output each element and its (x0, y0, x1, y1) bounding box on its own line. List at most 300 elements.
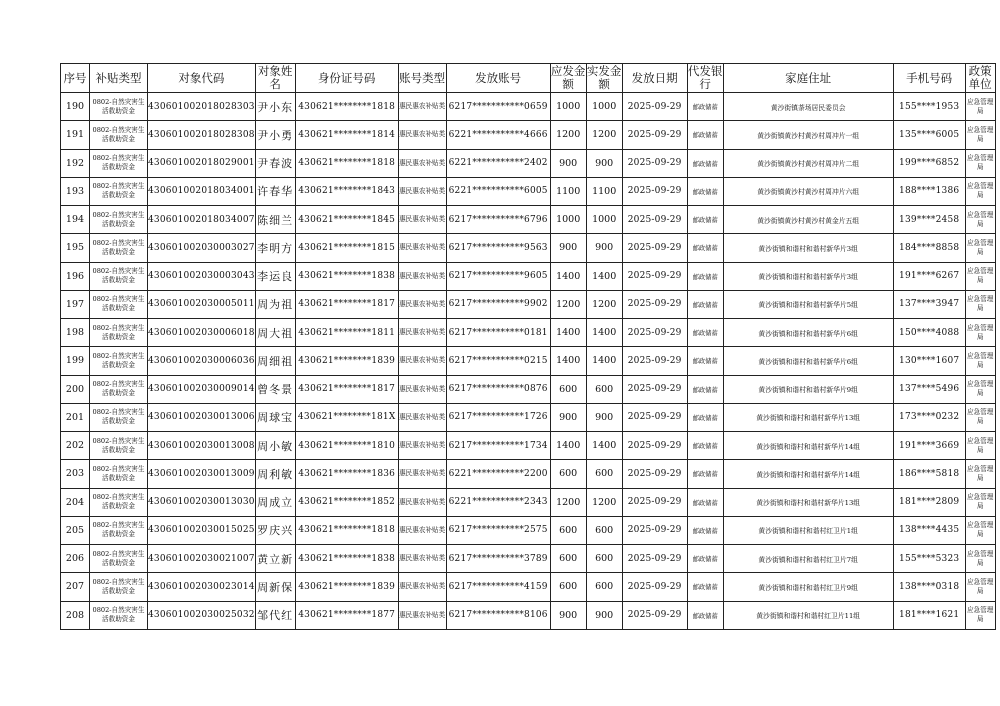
table-row (61, 234, 996, 262)
account-type-cell: 惠民惠农补贴类 (398, 93, 446, 121)
subsidy-type-cell: 0802-自然灾害生活救助资金 (90, 149, 148, 177)
seq-cell: 199 (61, 347, 90, 375)
subsidy-table (60, 63, 996, 630)
header-cell: 序号 (61, 64, 90, 93)
policy-unit-cell: 应急管理局 (965, 234, 995, 262)
phone-cell: 139****2458 (893, 206, 965, 234)
address-cell: 黄沙街镇和谐村和谐村新华片6组 (723, 319, 893, 347)
table-row (61, 573, 996, 601)
header-cell: 补贴类型 (90, 64, 148, 93)
object-name-cell: 邹代红 (255, 601, 295, 629)
account-number-cell: 6217***********0181 (446, 319, 550, 347)
amount-paid-cell: 1100 (586, 177, 622, 205)
phone-cell: 155****1953 (893, 93, 965, 121)
seq-cell: 192 (61, 149, 90, 177)
object-code-cell: 430601002030013009 (148, 460, 256, 488)
account-type-cell: 惠民惠农补贴类 (398, 234, 446, 262)
address-cell: 黄沙街镇和谐村和谐村新华片3组 (723, 262, 893, 290)
table-row (61, 319, 996, 347)
object-name-cell: 陈细兰 (255, 206, 295, 234)
account-number-cell: 6221***********6005 (446, 177, 550, 205)
seq-cell: 205 (61, 516, 90, 544)
amount-due-cell: 900 (550, 601, 586, 629)
subsidy-type-cell: 0802-自然灾害生活救助资金 (90, 206, 148, 234)
id-number-cell: 430621********1845 (295, 206, 398, 234)
object-name-cell: 周细祖 (255, 347, 295, 375)
phone-cell: 173****0232 (893, 403, 965, 431)
header-cell: 对象姓名 (255, 64, 295, 93)
subsidy-type-cell: 0802-自然灾害生活救助资金 (90, 177, 148, 205)
pay-date-cell: 2025-09-29 (622, 234, 687, 262)
amount-paid-cell: 1400 (586, 319, 622, 347)
address-cell: 黄沙街镇和谐村和谐村新华片6组 (723, 347, 893, 375)
account-type-cell: 惠民惠农补贴类 (398, 516, 446, 544)
address-cell: 黄沙街镇黄沙村黄沙村周冲片一组 (723, 121, 893, 149)
account-type-cell: 惠民惠农补贴类 (398, 545, 446, 573)
subsidy-type-cell: 0802-自然灾害生活救助资金 (90, 262, 148, 290)
seq-cell: 198 (61, 319, 90, 347)
amount-paid-cell: 600 (586, 516, 622, 544)
amount-paid-cell: 1400 (586, 347, 622, 375)
phone-cell: 155****5323 (893, 545, 965, 573)
subsidy-type-cell: 0802-自然灾害生活救助资金 (90, 516, 148, 544)
table-row (61, 460, 996, 488)
policy-unit-cell: 应急管理局 (965, 347, 995, 375)
policy-unit-cell: 应急管理局 (965, 262, 995, 290)
object-name-cell: 周新保 (255, 573, 295, 601)
object-name-cell: 尹小东 (255, 93, 295, 121)
policy-unit-cell: 应急管理局 (965, 545, 995, 573)
subsidy-type-cell: 0802-自然灾害生活救助资金 (90, 121, 148, 149)
object-name-cell: 罗庆兴 (255, 516, 295, 544)
account-number-cell: 6217***********0876 (446, 375, 550, 403)
seq-cell: 201 (61, 403, 90, 431)
account-number-cell: 6217***********1726 (446, 403, 550, 431)
bank-cell: 邮政储蓄 (687, 488, 723, 516)
account-number-cell: 6217***********0659 (446, 93, 550, 121)
id-number-cell: 430621********1839 (295, 573, 398, 601)
phone-cell: 138****0318 (893, 573, 965, 601)
subsidy-type-cell: 0802-自然灾害生活救助资金 (90, 403, 148, 431)
object-name-cell: 周利敏 (255, 460, 295, 488)
seq-cell: 200 (61, 375, 90, 403)
header-row (61, 64, 996, 93)
object-code-cell: 430601002030013006 (148, 403, 256, 431)
phone-cell: 186****5818 (893, 460, 965, 488)
bank-cell: 邮政储蓄 (687, 206, 723, 234)
account-number-cell: 6217***********0215 (446, 347, 550, 375)
pay-date-cell: 2025-09-29 (622, 319, 687, 347)
account-type-cell: 惠民惠农补贴类 (398, 375, 446, 403)
table-row (61, 262, 996, 290)
account-number-cell: 6217***********8106 (446, 601, 550, 629)
address-cell: 黄沙街镇和谐村和谐村新华片14组 (723, 460, 893, 488)
address-cell: 黄沙街镇和谐村和谐村新华片13组 (723, 488, 893, 516)
bank-cell: 邮政储蓄 (687, 319, 723, 347)
bank-cell: 邮政储蓄 (687, 347, 723, 375)
bank-cell: 邮政储蓄 (687, 93, 723, 121)
amount-paid-cell: 1400 (586, 262, 622, 290)
table-body (61, 93, 996, 630)
bank-cell: 邮政储蓄 (687, 375, 723, 403)
table-row (61, 177, 996, 205)
amount-due-cell: 600 (550, 573, 586, 601)
phone-cell: 137****5496 (893, 375, 965, 403)
address-cell: 黄沙街镇和谐村和谐村新华片3组 (723, 234, 893, 262)
address-cell: 黄沙街镇和谐村和谐村新华片14组 (723, 432, 893, 460)
header-cell: 应发金额 (550, 64, 586, 91)
account-type-cell: 惠民惠农补贴类 (398, 347, 446, 375)
seq-cell: 208 (61, 601, 90, 629)
account-number-cell: 6217***********9563 (446, 234, 550, 262)
amount-paid-cell: 1000 (586, 206, 622, 234)
seq-cell: 203 (61, 460, 90, 488)
object-name-cell: 周球宝 (255, 403, 295, 431)
table-row (61, 347, 996, 375)
id-number-cell: 430621********1810 (295, 432, 398, 460)
id-number-cell: 430621********181X (295, 403, 398, 431)
seq-cell: 190 (61, 93, 90, 121)
header-cell: 账号类型 (398, 64, 446, 93)
id-number-cell: 430621********1811 (295, 319, 398, 347)
phone-cell: 150****4088 (893, 319, 965, 347)
object-code-cell: 430601002018029001 (148, 149, 256, 177)
policy-unit-cell: 应急管理局 (965, 93, 995, 121)
pay-date-cell: 2025-09-29 (622, 601, 687, 629)
subsidy-type-cell: 0802-自然灾害生活救助资金 (90, 234, 148, 262)
header-cell: 政策单位 (965, 64, 995, 93)
account-type-cell: 惠民惠农补贴类 (398, 488, 446, 516)
policy-unit-cell: 应急管理局 (965, 516, 995, 544)
amount-paid-cell: 900 (586, 601, 622, 629)
table-row (61, 601, 996, 629)
object-code-cell: 430601002018028308 (148, 121, 256, 149)
policy-unit-cell: 应急管理局 (965, 432, 995, 460)
object-name-cell: 周成立 (255, 488, 295, 516)
phone-cell: 135****6005 (893, 121, 965, 149)
seq-cell: 204 (61, 488, 90, 516)
table-row (61, 516, 996, 544)
object-code-cell: 430601002030021007 (148, 545, 256, 573)
pay-date-cell: 2025-09-29 (622, 93, 687, 121)
object-code-cell: 430601002030015025 (148, 516, 256, 544)
header-cell: 实发金额 (586, 64, 622, 91)
amount-due-cell: 1400 (550, 262, 586, 290)
phone-cell: 199****6852 (893, 149, 965, 177)
seq-cell: 207 (61, 573, 90, 601)
id-number-cell: 430621********1818 (295, 149, 398, 177)
amount-paid-cell: 900 (586, 403, 622, 431)
amount-due-cell: 600 (550, 375, 586, 403)
amount-due-cell: 900 (550, 149, 586, 177)
policy-unit-cell: 应急管理局 (965, 121, 995, 149)
phone-cell: 184****8858 (893, 234, 965, 262)
seq-cell: 197 (61, 290, 90, 318)
object-code-cell: 430601002030005011 (148, 290, 256, 318)
id-number-cell: 430621********1838 (295, 262, 398, 290)
pay-date-cell: 2025-09-29 (622, 206, 687, 234)
subsidy-type-cell: 0802-自然灾害生活救助资金 (90, 432, 148, 460)
seq-cell: 194 (61, 206, 90, 234)
account-type-cell: 惠民惠农补贴类 (398, 121, 446, 149)
seq-cell: 206 (61, 545, 90, 573)
header-cell: 代发银行 (687, 64, 723, 91)
account-type-cell: 惠民惠农补贴类 (398, 601, 446, 629)
object-code-cell: 430601002030023014 (148, 573, 256, 601)
amount-paid-cell: 600 (586, 545, 622, 573)
amount-due-cell: 1400 (550, 347, 586, 375)
pay-date-cell: 2025-09-29 (622, 262, 687, 290)
address-cell: 黄沙街镇黄沙村黄沙村黄金片五组 (723, 206, 893, 234)
address-cell: 黄沙街镇和谐村和谐村红卫片7组 (723, 545, 893, 573)
policy-unit-cell: 应急管理局 (965, 601, 995, 629)
amount-due-cell: 1200 (550, 488, 586, 516)
object-name-cell: 黄立新 (255, 545, 295, 573)
subsidy-type-cell: 0802-自然灾害生活救助资金 (90, 93, 148, 121)
account-type-cell: 惠民惠农补贴类 (398, 573, 446, 601)
table-row (61, 488, 996, 516)
bank-cell: 邮政储蓄 (687, 290, 723, 318)
object-code-cell: 430601002030003027 (148, 234, 256, 262)
pay-date-cell: 2025-09-29 (622, 149, 687, 177)
policy-unit-cell: 应急管理局 (965, 403, 995, 431)
account-type-cell: 惠民惠农补贴类 (398, 432, 446, 460)
account-number-cell: 6221***********4666 (446, 121, 550, 149)
header-cell: 身份证号码 (295, 64, 398, 93)
address-cell: 黄沙街镇和谐村和谐村红卫片1组 (723, 516, 893, 544)
table-row (61, 403, 996, 431)
subsidy-type-cell: 0802-自然灾害生活救助资金 (90, 347, 148, 375)
account-type-cell: 惠民惠农补贴类 (398, 319, 446, 347)
amount-paid-cell: 600 (586, 460, 622, 488)
object-code-cell: 430601002018034001 (148, 177, 256, 205)
subsidy-type-cell: 0802-自然灾害生活救助资金 (90, 573, 148, 601)
bank-cell: 邮政储蓄 (687, 545, 723, 573)
amount-due-cell: 900 (550, 403, 586, 431)
object-name-cell: 周为祖 (255, 290, 295, 318)
account-type-cell: 惠民惠农补贴类 (398, 177, 446, 205)
account-number-cell: 6217***********3789 (446, 545, 550, 573)
account-number-cell: 6221***********2402 (446, 149, 550, 177)
amount-paid-cell: 1200 (586, 121, 622, 149)
address-cell: 黄沙街镇和谐村和谐村新华片13组 (723, 403, 893, 431)
amount-due-cell: 1200 (550, 290, 586, 318)
id-number-cell: 430621********1836 (295, 460, 398, 488)
seq-cell: 191 (61, 121, 90, 149)
seq-cell: 195 (61, 234, 90, 262)
amount-due-cell: 900 (550, 234, 586, 262)
id-number-cell: 430621********1814 (295, 121, 398, 149)
phone-cell: 181****1621 (893, 601, 965, 629)
pay-date-cell: 2025-09-29 (622, 460, 687, 488)
pay-date-cell: 2025-09-29 (622, 545, 687, 573)
account-type-cell: 惠民惠农补贴类 (398, 460, 446, 488)
object-code-cell: 430601002030006036 (148, 347, 256, 375)
object-code-cell: 430601002030006018 (148, 319, 256, 347)
policy-unit-cell: 应急管理局 (965, 319, 995, 347)
id-number-cell: 430621********1839 (295, 347, 398, 375)
phone-cell: 191****3669 (893, 432, 965, 460)
object-name-cell: 尹小勇 (255, 121, 295, 149)
id-number-cell: 430621********1818 (295, 93, 398, 121)
amount-due-cell: 1100 (550, 177, 586, 205)
account-number-cell: 6221***********2200 (446, 460, 550, 488)
object-code-cell: 430601002030025032 (148, 601, 256, 629)
id-number-cell: 430621********1877 (295, 601, 398, 629)
policy-unit-cell: 应急管理局 (965, 488, 995, 516)
header-cell: 发放账号 (446, 64, 550, 93)
amount-paid-cell: 900 (586, 149, 622, 177)
amount-paid-cell: 1400 (586, 432, 622, 460)
policy-unit-cell: 应急管理局 (965, 149, 995, 177)
phone-cell: 181****2809 (893, 488, 965, 516)
bank-cell: 邮政储蓄 (687, 460, 723, 488)
address-cell: 黄沙街镇和谐村和谐村红卫片11组 (723, 601, 893, 629)
amount-paid-cell: 900 (586, 234, 622, 262)
id-number-cell: 430621********1843 (295, 177, 398, 205)
account-type-cell: 惠民惠农补贴类 (398, 403, 446, 431)
pay-date-cell: 2025-09-29 (622, 488, 687, 516)
amount-paid-cell: 600 (586, 375, 622, 403)
object-name-cell: 李明方 (255, 234, 295, 262)
amount-due-cell: 1400 (550, 319, 586, 347)
table-row (61, 545, 996, 573)
id-number-cell: 430621********1815 (295, 234, 398, 262)
address-cell: 黄沙街镇黄沙村黄沙村周冲片二组 (723, 149, 893, 177)
phone-cell: 138****4435 (893, 516, 965, 544)
account-number-cell: 6217***********6796 (446, 206, 550, 234)
table-row (61, 121, 996, 149)
object-code-cell: 430601002030003043 (148, 262, 256, 290)
account-number-cell: 6217***********9605 (446, 262, 550, 290)
account-number-cell: 6221***********2343 (446, 488, 550, 516)
address-cell: 黄沙街镇和谐村和谐村新华片9组 (723, 375, 893, 403)
bank-cell: 邮政储蓄 (687, 177, 723, 205)
amount-due-cell: 600 (550, 460, 586, 488)
amount-due-cell: 1400 (550, 432, 586, 460)
object-code-cell: 430601002018028303 (148, 93, 256, 121)
amount-paid-cell: 1200 (586, 488, 622, 516)
bank-cell: 邮政储蓄 (687, 601, 723, 629)
id-number-cell: 430621********1818 (295, 516, 398, 544)
bank-cell: 邮政储蓄 (687, 432, 723, 460)
pay-date-cell: 2025-09-29 (622, 290, 687, 318)
pay-date-cell: 2025-09-29 (622, 516, 687, 544)
policy-unit-cell: 应急管理局 (965, 460, 995, 488)
id-number-cell: 430621********1817 (295, 375, 398, 403)
object-code-cell: 430601002018034007 (148, 206, 256, 234)
pay-date-cell: 2025-09-29 (622, 432, 687, 460)
pay-date-cell: 2025-09-29 (622, 573, 687, 601)
header-cell: 家庭住址 (723, 64, 893, 93)
table-row (61, 375, 996, 403)
address-cell: 黄沙街镇荼场居民委员会 (723, 93, 893, 121)
object-name-cell: 周大祖 (255, 319, 295, 347)
phone-cell: 130****1607 (893, 347, 965, 375)
object-name-cell: 曾冬景 (255, 375, 295, 403)
phone-cell: 191****6267 (893, 262, 965, 290)
amount-due-cell: 600 (550, 516, 586, 544)
subsidy-type-cell: 0802-自然灾害生活救助资金 (90, 545, 148, 573)
policy-unit-cell: 应急管理局 (965, 177, 995, 205)
phone-cell: 137****3947 (893, 290, 965, 318)
seq-cell: 196 (61, 262, 90, 290)
address-cell: 黄沙街镇黄沙村黄沙村周冲片六组 (723, 177, 893, 205)
pay-date-cell: 2025-09-29 (622, 347, 687, 375)
pay-date-cell: 2025-09-29 (622, 177, 687, 205)
table-row (61, 206, 996, 234)
id-number-cell: 430621********1838 (295, 545, 398, 573)
amount-paid-cell: 1000 (586, 93, 622, 121)
subsidy-type-cell: 0802-自然灾害生活救助资金 (90, 290, 148, 318)
header-cell: 手机号码 (893, 64, 965, 93)
bank-cell: 邮政储蓄 (687, 234, 723, 262)
bank-cell: 邮政储蓄 (687, 262, 723, 290)
table-row (61, 432, 996, 460)
bank-cell: 邮政储蓄 (687, 516, 723, 544)
account-type-cell: 惠民惠农补贴类 (398, 206, 446, 234)
bank-cell: 邮政储蓄 (687, 121, 723, 149)
phone-cell: 188****1386 (893, 177, 965, 205)
address-cell: 黄沙街镇和谐村和谐村新华片5组 (723, 290, 893, 318)
bank-cell: 邮政储蓄 (687, 403, 723, 431)
policy-unit-cell: 应急管理局 (965, 573, 995, 601)
account-type-cell: 惠民惠农补贴类 (398, 290, 446, 318)
object-name-cell: 许春华 (255, 177, 295, 205)
object-code-cell: 430601002030013008 (148, 432, 256, 460)
object-name-cell: 周小敏 (255, 432, 295, 460)
policy-unit-cell: 应急管理局 (965, 290, 995, 318)
amount-due-cell: 1000 (550, 93, 586, 121)
policy-unit-cell: 应急管理局 (965, 206, 995, 234)
amount-due-cell: 1000 (550, 206, 586, 234)
subsidy-type-cell: 0802-自然灾害生活救助资金 (90, 319, 148, 347)
id-number-cell: 430621********1852 (295, 488, 398, 516)
address-cell: 黄沙街镇和谐村和谐村红卫片9组 (723, 573, 893, 601)
amount-due-cell: 1200 (550, 121, 586, 149)
object-name-cell: 尹春波 (255, 149, 295, 177)
account-type-cell: 惠民惠农补贴类 (398, 149, 446, 177)
policy-unit-cell: 应急管理局 (965, 375, 995, 403)
header-cell: 对象代码 (148, 64, 256, 93)
pay-date-cell: 2025-09-29 (622, 121, 687, 149)
subsidy-type-cell: 0802-自然灾害生活救助资金 (90, 488, 148, 516)
header-cell: 发放日期 (622, 64, 687, 93)
pay-date-cell: 2025-09-29 (622, 375, 687, 403)
object-code-cell: 430601002030013030 (148, 488, 256, 516)
amount-paid-cell: 600 (586, 573, 622, 601)
id-number-cell: 430621********1817 (295, 290, 398, 318)
pay-date-cell: 2025-09-29 (622, 403, 687, 431)
account-type-cell: 惠民惠农补贴类 (398, 262, 446, 290)
seq-cell: 193 (61, 177, 90, 205)
object-name-cell: 李运良 (255, 262, 295, 290)
subsidy-type-cell: 0802-自然灾害生活救助资金 (90, 375, 148, 403)
bank-cell: 邮政储蓄 (687, 149, 723, 177)
account-number-cell: 6217***********1734 (446, 432, 550, 460)
bank-cell: 邮政储蓄 (687, 573, 723, 601)
account-number-cell: 6217***********9902 (446, 290, 550, 318)
account-number-cell: 6217***********4159 (446, 573, 550, 601)
table-row (61, 290, 996, 318)
subsidy-type-cell: 0802-自然灾害生活救助资金 (90, 460, 148, 488)
object-code-cell: 430601002030009014 (148, 375, 256, 403)
amount-due-cell: 600 (550, 545, 586, 573)
account-number-cell: 6217***********2575 (446, 516, 550, 544)
subsidy-type-cell: 0802-自然灾害生活救助资金 (90, 601, 148, 629)
table-row (61, 93, 996, 121)
amount-paid-cell: 1200 (586, 290, 622, 318)
